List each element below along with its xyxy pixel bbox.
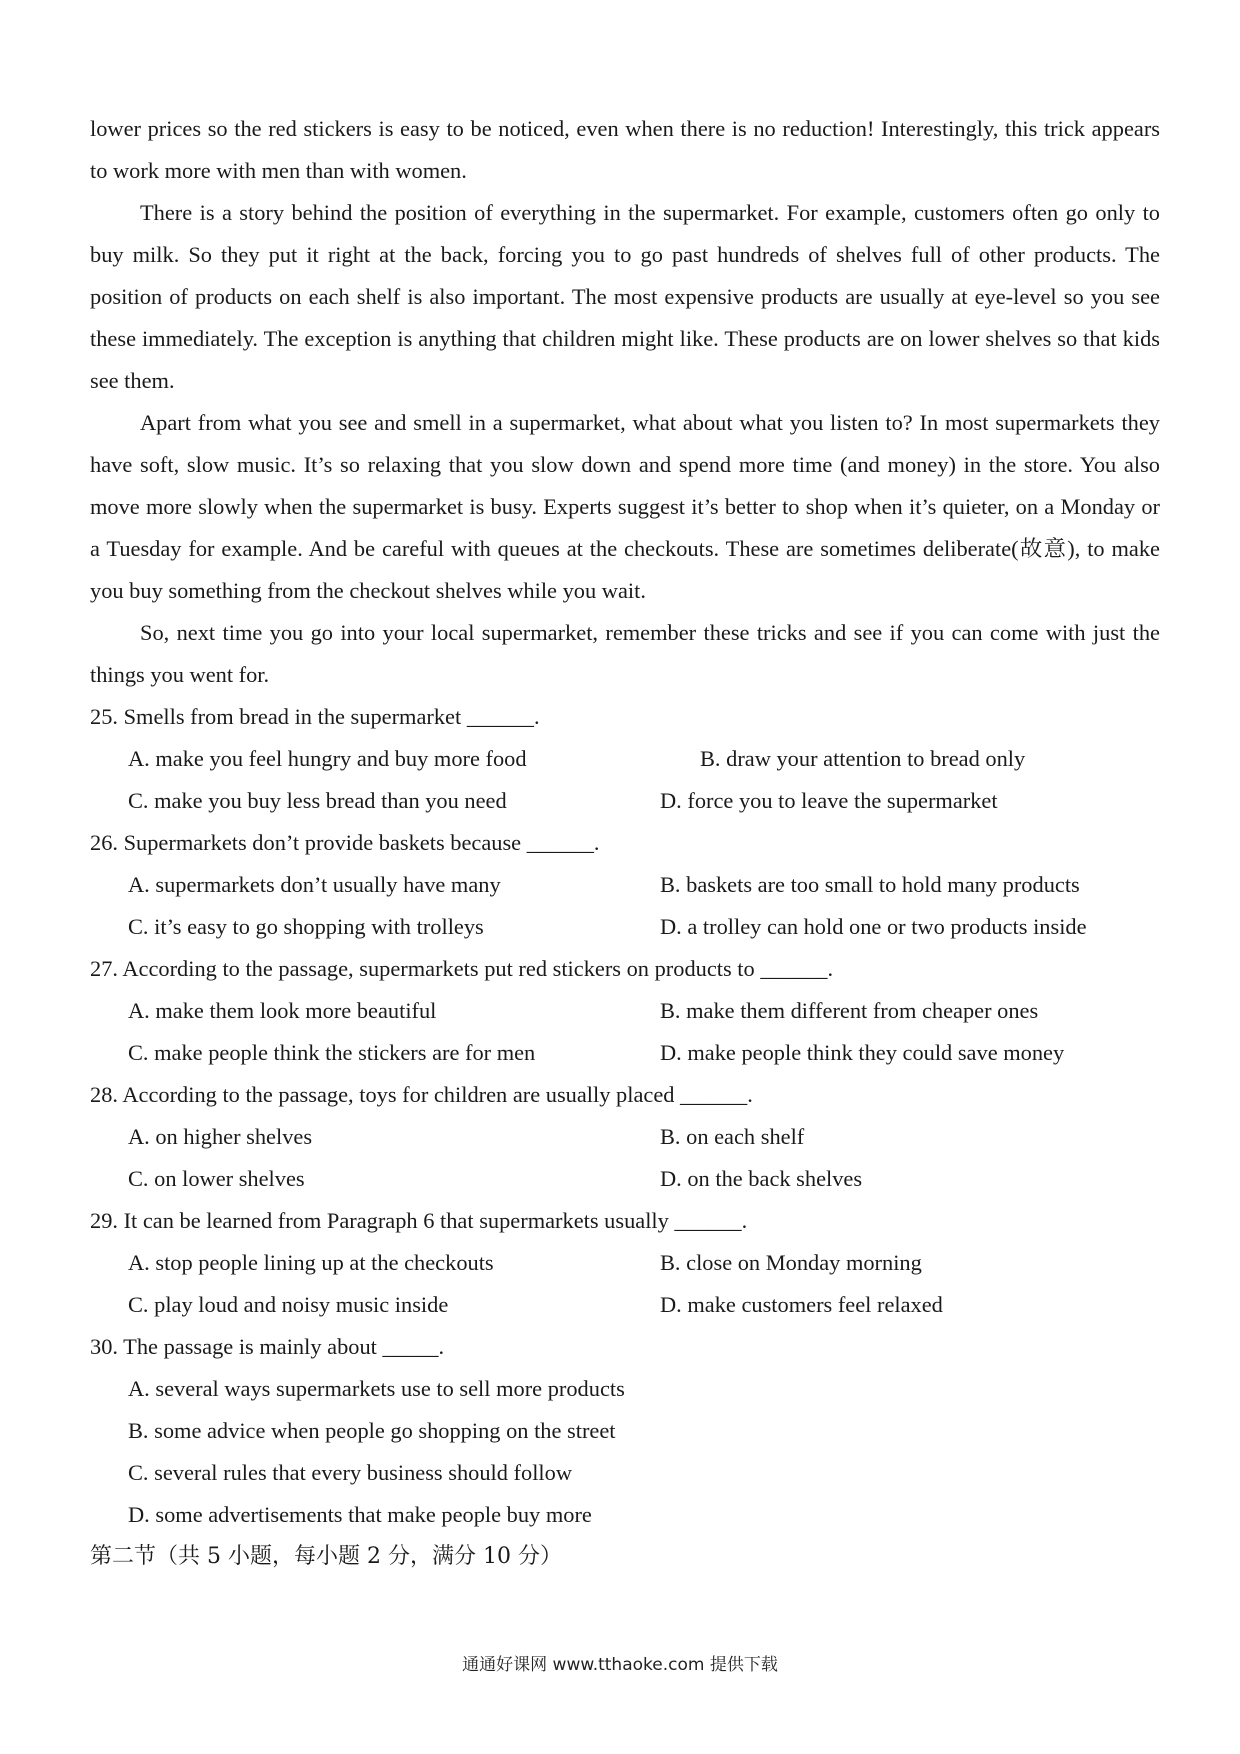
options-row (90, 1116, 1160, 1158)
option-a: A. stop people lining up at the checkouts (128, 1250, 494, 1275)
passage-paragraph: Apart from what you see and smell in a supermarket, what about what you listen to? In most supermarkets they have soft, slow music. It’s so relaxing that you slow down and spend more time (and money) in the store. You also move more slowly when the supermarket is busy. Experts suggest it’s better to shop when it’s quieter, on a Monday or a Tuesday for example. And be careful with queues at the checkouts. These are sometimes deliberate(故意), to make you buy something from the checkout shelves while you wait. (90, 410, 1160, 603)
option-b: B. draw your attention to bread only (700, 746, 1026, 771)
option-a: A. make you feel hungry and buy more food (128, 746, 527, 771)
option-b: B. make them different from cheaper ones (660, 998, 1039, 1023)
option-a: A. supermarkets don’t usually have many (128, 872, 501, 897)
passage-paragraph: lower prices so the red stickers is easy to be noticed, even when there is no reduction! Interestingly, this trick appears to work more with men than with women. (90, 116, 1160, 183)
page-footer: 通通好课网 www.tthaoke.com 提供下载 (462, 1655, 778, 1675)
options-row (90, 906, 1160, 948)
option-c: C. play loud and noisy music inside (128, 1292, 449, 1317)
question-stem: 25. Smells from bread in the supermarket ______. (90, 704, 540, 729)
options-row (90, 1284, 1160, 1326)
option-c: C. make people think the stickers are for men (128, 1040, 536, 1065)
passage-paragraph: There is a story behind the position of everything in the supermarket. For example, customers often go only to buy milk. So they put it right at the back, forcing you to go past hundreds of shelves full of other products. The position of products on each shelf is also important. The most expensive products are usually at eye-level so you see these immediately. The exception is anything that children might like. These products are on lower shelves so that kids see them. (90, 200, 1160, 393)
question-30 (90, 1326, 1160, 1536)
option-c: C. it’s easy to go shopping with trolleys (128, 914, 484, 939)
question-29 (90, 1200, 1160, 1326)
question-26 (90, 822, 1160, 948)
options-row (90, 780, 1160, 822)
options-row (90, 864, 1160, 906)
option-d: D. a trolley can hold one or two products inside (660, 914, 1087, 939)
option-b: B. on each shelf (660, 1124, 805, 1149)
question-25 (90, 696, 1160, 822)
options-row (90, 990, 1160, 1032)
option-b: B. close on Monday morning (660, 1250, 922, 1275)
question-stem: 28. According to the passage, toys for children are usually placed ______. (90, 1082, 753, 1107)
option-d: D. some advertisements that make people buy more (128, 1502, 592, 1527)
question-27 (90, 948, 1160, 1074)
question-stem: 30. The passage is mainly about _____. (90, 1334, 445, 1359)
option-d: D. make people think they could save money (660, 1040, 1065, 1065)
question-stem: 27. According to the passage, supermarkets put red stickers on products to ______. (90, 956, 834, 981)
option-d: D. force you to leave the supermarket (660, 788, 998, 813)
question-stem: 29. It can be learned from Paragraph 6 that supermarkets usually ______. (90, 1208, 748, 1233)
option-a: A. several ways supermarkets use to sell more products (128, 1376, 625, 1401)
option-b: B. baskets are too small to hold many products (660, 872, 1080, 897)
options-row (90, 1032, 1160, 1074)
option-d: D. make customers feel relaxed (660, 1292, 943, 1317)
option-c: C. several rules that every business should follow (128, 1460, 572, 1485)
question-stem: 26. Supermarkets don’t provide baskets because ______. (90, 830, 600, 855)
exam-page (90, 108, 1160, 1578)
option-a: A. on higher shelves (128, 1124, 313, 1149)
section-title: 第二节（共 5 小题，每小题 2 分，满分 10 分） (90, 1544, 562, 1569)
option-d: D. on the back shelves (660, 1166, 863, 1191)
question-28 (90, 1074, 1160, 1200)
option-a: A. make them look more beautiful (128, 998, 437, 1023)
option-b: B. some advice when people go shopping on the street (128, 1418, 616, 1443)
option-c: C. make you buy less bread than you need (128, 788, 507, 813)
options-row (90, 1242, 1160, 1284)
option-c: C. on lower shelves (128, 1166, 305, 1191)
passage-paragraph: So, next time you go into your local supermarket, remember these tricks and see if you can come with just the things you went for. (90, 620, 1160, 687)
options-row (90, 738, 1160, 780)
options-row (90, 1158, 1160, 1200)
